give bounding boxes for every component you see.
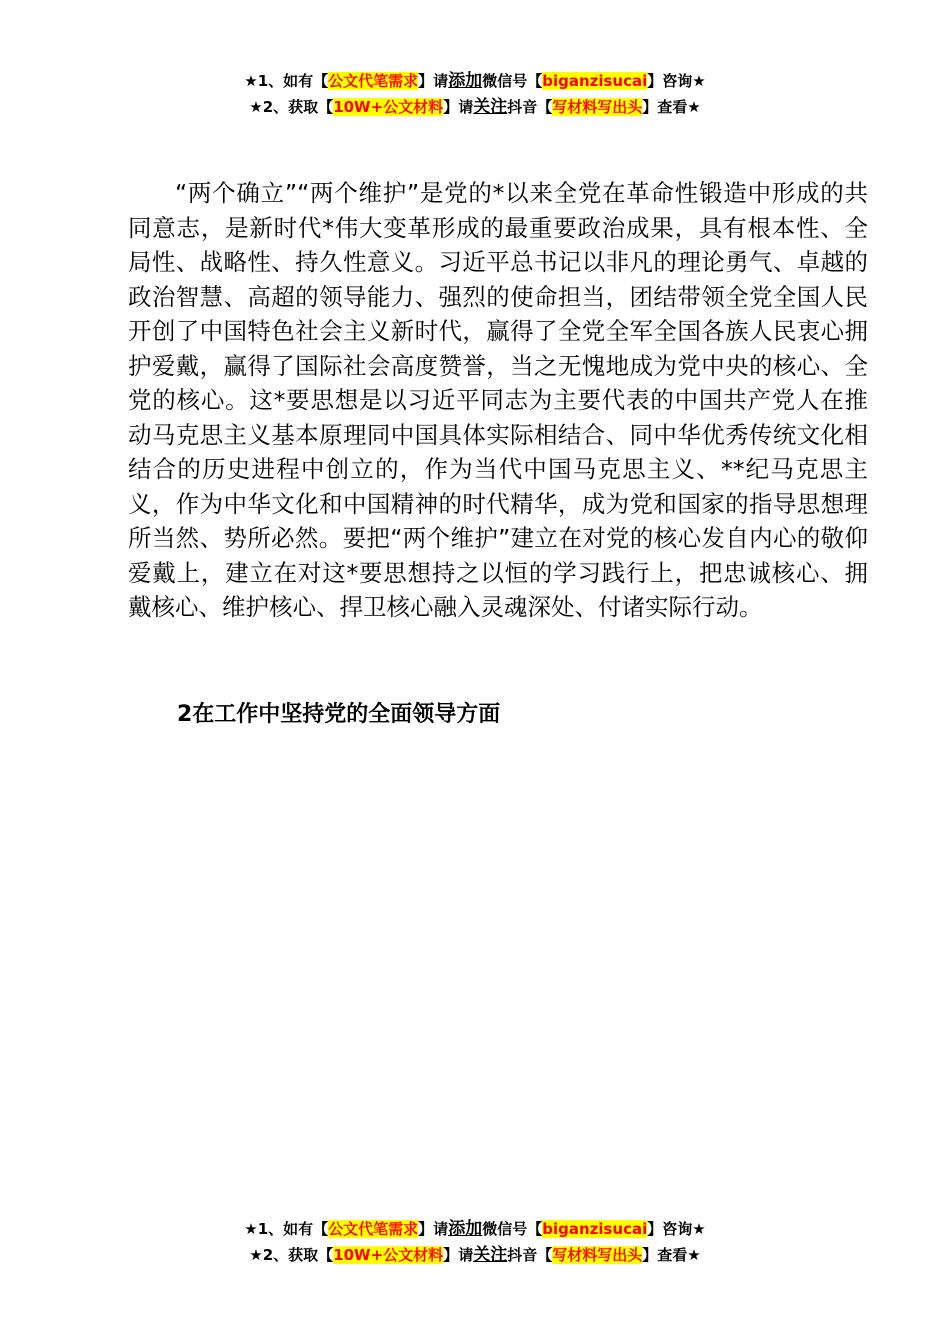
banner-text: 抖音【 (507, 98, 553, 116)
underlined-follow: 关注 (473, 97, 508, 117)
header-line-1 (0, 68, 950, 94)
banner-text: 】请 (418, 72, 449, 90)
banner-text: 微信号【 (482, 1220, 543, 1238)
banner-text: ★2、获取【 (249, 98, 334, 116)
banner-text: 】查看★ (642, 98, 701, 116)
footer-banner (0, 1216, 950, 1268)
banner-text: 】请 (443, 98, 474, 116)
banner-text: 】请 (443, 1246, 474, 1264)
banner-text: 】查看★ (642, 1246, 701, 1264)
underlined-follow: 关注 (473, 1245, 508, 1265)
highlight-wechat-id: biganzisucai (542, 1220, 648, 1238)
highlight-materials: 10W+公文材料 (333, 98, 444, 116)
header-banner (0, 68, 950, 120)
banner-text: 】咨询★ (647, 72, 706, 90)
highlight-wechat-id: biganzisucai (542, 72, 648, 90)
banner-text: 】请 (418, 1220, 449, 1238)
header-line-2 (0, 94, 950, 120)
body-paragraph: “两个确立”“两个维护”是党的*以来全党在革命性锻造中形成的共同意志，是新时代*伟大变革形成的最重要政治成果，具有根本性、全局性、战略性、持久性意义。习近平总书记以非凡的理论勇气、卓越的政治智慧、高超的领导能力、强烈的使命担当，团结带领全党全国人民开创了中国特色社会主义新时代，赢得了全党全军全国各族人民衷心拥护爱戴，赢得了国际社会高度赞誉，当之无愧地成为党中央的核心、全党的核心。这*要思想是以习近平同志为主要代表的中国共产党人在推动马克思主义基本原理同中国具体实际相结合、同中华优秀传统文化相结合的历史进程中创立的，作为当代中国马克思主义、**纪马克思主义，作为中华文化和中国精神的时代精华，成为党和国家的指导思想理所当然、势所必然。要把“两个维护”建立在对党的核心发自内心的敬仰爱戴上，建立在对这*要思想持之以恒的学习践行上，把忠诚核心、拥戴核心、维护核心、捍卫核心融入灵魂深处、付诸实际行动。 (128, 179, 868, 621)
highlight-douyin-account: 写材料写出头 (552, 98, 643, 116)
footer-line-2 (0, 1242, 950, 1268)
section-heading: 2在工作中坚持党的全面领导方面 (177, 702, 501, 727)
banner-text: ★2、获取【 (249, 1246, 334, 1264)
banner-text: 微信号【 (482, 72, 543, 90)
footer-line-1 (0, 1216, 950, 1242)
banner-text: ★1、如有【 (244, 1220, 329, 1238)
banner-text: 】咨询★ (647, 1220, 706, 1238)
highlight-materials: 10W+公文材料 (333, 1246, 444, 1264)
banner-text: 抖音【 (507, 1246, 553, 1264)
highlight-service: 公文代笔需求 (328, 1220, 419, 1238)
highlight-douyin-account: 写材料写出头 (552, 1246, 643, 1264)
underlined-add: 添加 (448, 71, 483, 91)
banner-text: ★1、如有【 (244, 72, 329, 90)
underlined-add: 添加 (448, 1219, 483, 1239)
highlight-service: 公文代笔需求 (328, 72, 419, 90)
